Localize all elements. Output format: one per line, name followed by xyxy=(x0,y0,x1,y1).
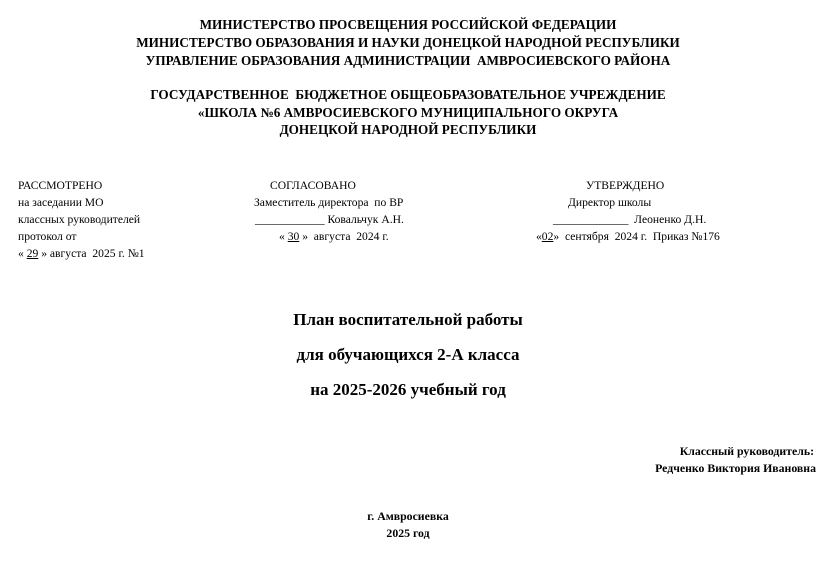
approved-title: УТВЕРЖДЕНО xyxy=(586,179,665,192)
reviewed-date-rest: » августа 2025 г. №1 xyxy=(38,247,145,260)
agreed-date-rest: » августа 2024 г. xyxy=(299,230,389,243)
teacher-label: Классный руководитель: xyxy=(679,444,814,458)
reviewed-date xyxy=(18,247,145,260)
school-line-3: ДОНЕЦКОЙ НАРОДНОЙ РЕСПУБЛИКИ xyxy=(279,122,537,137)
approved-date-rest: » сентября 2024 г. Приказ №176 xyxy=(553,230,720,243)
reviewed-date-day: 29 xyxy=(26,247,39,260)
plan-title-line-3: на 2025-2026 учебный год xyxy=(310,380,506,399)
agreed-title: СОГЛАСОВАНО xyxy=(270,179,356,192)
reviewed-date-open: « xyxy=(18,247,27,260)
school-line-1: ГОСУДАРСТВЕННОЕ БЮДЖЕТНОЕ ОБЩЕОБРАЗОВАТЕЛЬНОЕ УЧРЕЖДЕНИЕ xyxy=(150,87,666,102)
agreed-date-day: 30 xyxy=(287,230,300,243)
plan-title-line-2: для обучающихся 2-А класса xyxy=(296,345,520,364)
ministry-line-2: МИНИСТЕРСТВО ОБРАЗОВАНИЯ И НАУКИ ДОНЕЦКОЙ НАРОДНОЙ РЕСПУБЛИКИ xyxy=(136,35,680,50)
reviewed-line-2: классных руководителей xyxy=(18,213,141,226)
approved-date xyxy=(536,230,720,243)
agreed-line-2: ____________ Ковальчук А.Н. xyxy=(255,213,404,226)
ministry-line-3: УПРАВЛЕНИЕ ОБРАЗОВАНИЯ АДМИНИСТРАЦИИ АМВРОСИЕВСКОГО РАЙОНА xyxy=(145,53,671,68)
reviewed-title: РАССМОТРЕНО xyxy=(18,179,103,192)
agreed-line-1: Заместитель директора по ВР xyxy=(254,196,404,209)
plan-title-line-1: План воспитательной работы xyxy=(293,310,523,329)
approved-line-2: _____________ Леоненко Д.Н. xyxy=(553,213,707,226)
reviewed-line-1: на заседании МО xyxy=(18,196,104,209)
teacher-name: Редченко Виктория Ивановна xyxy=(655,461,816,475)
approved-line-1: Директор школы xyxy=(568,196,652,209)
ministry-line-1: МИНИСТЕРСТВО ПРОСВЕЩЕНИЯ РОССИЙСКОЙ ФЕДЕРАЦИИ xyxy=(199,17,617,32)
approved-date-open: « xyxy=(536,230,542,243)
school-line-2: «ШКОЛА №6 АМВРОСИЕВСКОГО МУНИЦИПАЛЬНОГО ОКРУГА xyxy=(197,105,619,120)
agreed-date xyxy=(279,230,389,243)
footer-year: 2025 год xyxy=(386,526,430,540)
agreed-date-open: « xyxy=(279,230,288,243)
footer-city: г. Амвросиевка xyxy=(367,509,449,523)
reviewed-line-3: протокол от xyxy=(18,230,77,243)
approved-date-day: 02 xyxy=(541,230,554,243)
